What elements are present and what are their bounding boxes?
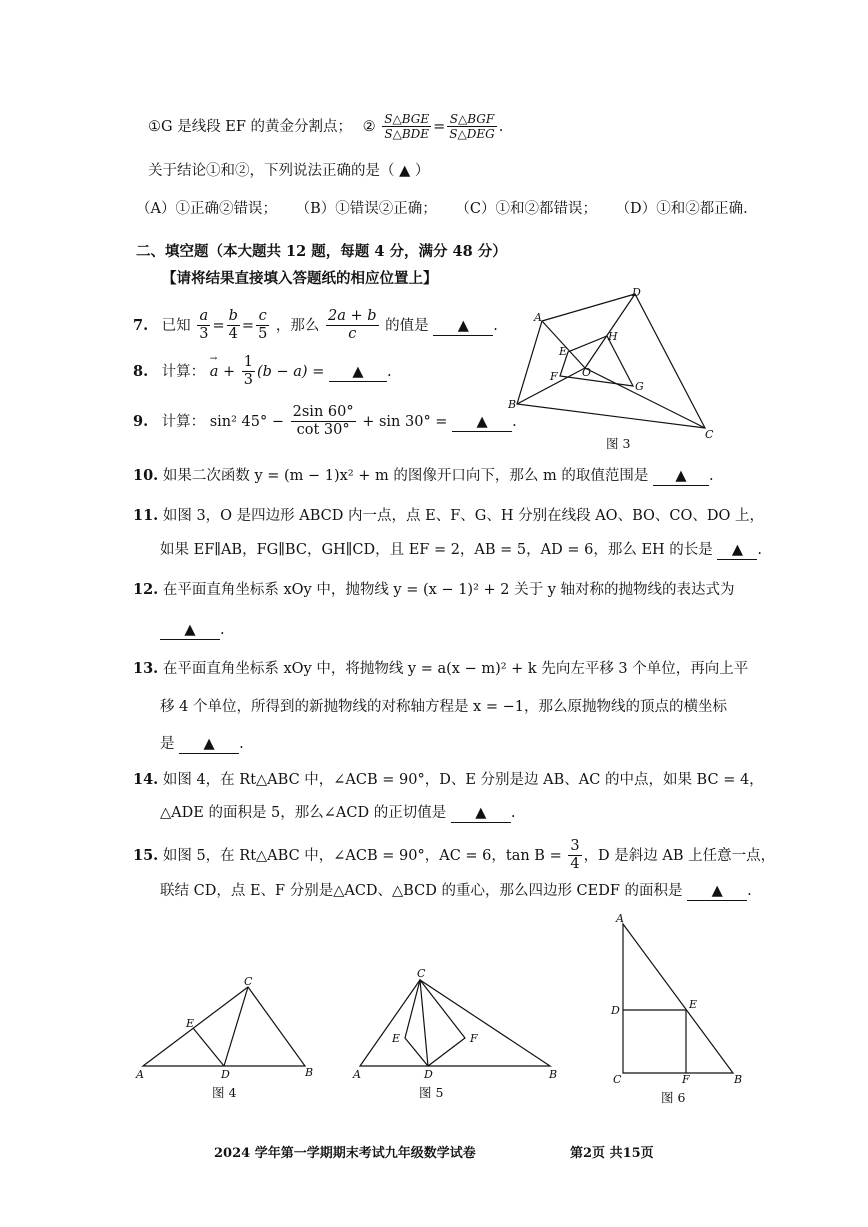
label-o: O <box>582 366 592 379</box>
figure-4 <box>133 972 318 1082</box>
label-a: A <box>353 1068 361 1078</box>
question-7: 7. 已知 $\frac{a}{3}$ = $\frac{b}{4}$ = $\frac{c}{5}$ ，那么 $\frac{2a + b}{c}$ 的值是 ▲ . <box>133 308 498 343</box>
label-e: E <box>392 1032 401 1045</box>
question-15-line-2: 联结 CD，点 E、F 分别是△ACD、△BCD 的重心，那么四边形 CEDF 的面积是 ▲ . <box>160 882 752 901</box>
segment-cd <box>224 987 248 1066</box>
q6-conclusion-1: ①G 是线段 EF 的黄金分割点； <box>148 118 353 135</box>
question-number: 13. <box>133 660 159 677</box>
label-c: C <box>705 428 714 441</box>
answer-blank[interactable]: ▲ <box>433 317 493 336</box>
question-8: 8. 计算： → a + $\frac{1}{3}$ (b − a) = ▲ . <box>133 354 392 390</box>
question-15: 15. 如图 5，在 Rt△ABC 中，∠ACB = 90°，AC = 6，tan B = $\frac{3}{4}$ ，D 是斜边 AB 上任意一点， <box>133 838 776 873</box>
q6-prompt: 关于结论①和②，下列说法正确的是（ ▲ ） <box>148 163 430 179</box>
label-b: B <box>734 1073 743 1085</box>
label-h: H <box>608 330 618 343</box>
figure-3 <box>505 288 725 448</box>
question-13: 13. 在平面直角坐标系 xOy 中，将抛物线 y = a(x − m)² + k 先向左平移 3 个单位，再向上平 <box>133 660 749 677</box>
fraction-a3: $\frac{a}{3}$ <box>199 308 209 343</box>
label-e: E <box>559 345 568 358</box>
question-11: 11. 如图 3，O 是四边形 ABCD 内一点，点 E、F、G、H 分别在线段 AO、BO、CO、DO 上， <box>133 507 764 524</box>
question-14: 14. 如图 4，在 Rt△ABC 中，∠ACB = 90°，D、E 分别是边 AB、AC 的中点，如果 BC = 4， <box>133 771 764 788</box>
fraction-tan: $\frac{3}{4}$ <box>570 838 580 873</box>
label-e: E <box>689 998 698 1011</box>
figure-5 <box>350 968 560 1078</box>
label-c: C <box>613 1073 622 1085</box>
fraction-one-third: $\frac{1}{3}$ <box>243 354 253 389</box>
question-number: 14. <box>133 771 159 788</box>
label-b: B <box>508 398 517 411</box>
label-b: B <box>305 1066 314 1079</box>
q6-options <box>136 200 748 218</box>
q6-option-b[interactable]: （B）①错误②正确； <box>295 201 437 217</box>
section-instruction: 【请将结果直接填入答题纸的相应位置上】 <box>162 270 438 287</box>
question-13-line-3: 是 ▲ . <box>160 735 244 754</box>
figure-3-caption: 图 3 <box>606 436 631 451</box>
label-f: F <box>470 1032 478 1045</box>
figure-6-caption: 图 6 <box>661 1090 686 1105</box>
q6-option-d[interactable]: （D）①和②都正确. <box>615 201 748 217</box>
question-9: 9. 计算： sin² 45° − $\frac{2\sin 60^\circ}{\cot 30^\circ}$ + sin 30° = ▲ . <box>133 404 517 439</box>
label-f: F <box>682 1073 690 1085</box>
question-12-line-2: ▲ . <box>160 621 225 640</box>
figure-4-caption: 图 4 <box>212 1085 237 1100</box>
quadrilateral-efgh <box>560 336 633 386</box>
label-c: C <box>417 968 426 980</box>
fraction-trig: $\frac{2\sin 60^\circ}{\cot 30^\circ}$ <box>292 404 354 439</box>
answer-blank[interactable]: ▲ <box>179 735 239 754</box>
figure-6 <box>605 910 755 1085</box>
answer-blank[interactable]: ▲ <box>329 363 387 382</box>
label-f: F <box>550 370 558 383</box>
q6-fraction-right: $\frac{\text{S△BGF}}{\text{S△DEG}}$ <box>449 112 495 142</box>
label-c: C <box>244 975 253 988</box>
question-11-line-2: 如果 EF∥AB，FG∥BC，GH∥CD，且 EF = 2，AB = 5，AD = 6，那么 EH 的长是 ▲ . <box>160 541 762 560</box>
label-a: A <box>616 912 624 925</box>
footer-page-number: 第2页 共15页 <box>570 1146 654 1161</box>
q6-conclusion-2-label: ② <box>362 118 376 135</box>
answer-blank[interactable]: ▲ <box>452 413 512 432</box>
segment-cd <box>420 980 428 1066</box>
question-10: 10. 如果二次函数 y = (m − 1)x² + m 的图像开口向下，那么 m 的取值范围是 ▲ . <box>133 467 714 486</box>
label-d: D <box>221 1068 230 1081</box>
quadrilateral-cedf <box>405 980 465 1066</box>
question-number: 8. <box>133 362 149 380</box>
segment-co <box>585 368 705 428</box>
label-a: A <box>136 1068 144 1081</box>
answer-blank[interactable]: ▲ <box>653 467 709 486</box>
question-number: 12. <box>133 581 159 598</box>
label-e: E <box>186 1017 195 1030</box>
q6-option-a[interactable]: （A）①正确②错误； <box>136 201 277 217</box>
quadrilateral-abcd <box>517 294 705 428</box>
answer-blank[interactable]: ▲ <box>160 621 220 640</box>
section-title: 二、填空题（本大题共 12 题，每题 4 分，满分 48 分） <box>136 243 507 260</box>
figure-5-caption: 图 5 <box>419 1085 444 1100</box>
answer-blank[interactable]: ▲ <box>687 882 747 901</box>
question-number: 15. <box>133 846 159 864</box>
fraction-c5: $\frac{c}{5}$ <box>258 308 268 343</box>
answer-blank[interactable]: ▲ <box>717 541 757 560</box>
q6-option-c[interactable]: （C）①和②都错误； <box>455 201 597 217</box>
segment-de <box>193 1028 224 1066</box>
q6-fraction-left: $\frac{\text{S△BGE}}{\text{S△BDE}}$ <box>384 112 430 142</box>
label-d: D <box>632 288 641 299</box>
question-number: 9. <box>133 412 149 430</box>
footer-title: 2024 学年第一学期期末考试九年级数学试卷 <box>214 1146 476 1161</box>
question-number: 10. <box>133 467 159 484</box>
question-14-line-2: △ADE 的面积是 5，那么∠ACD 的正切值是 ▲ . <box>160 804 515 823</box>
label-d: D <box>611 1004 620 1017</box>
triangle-abc <box>360 980 550 1066</box>
question-12: 12. 在平面直角坐标系 xOy 中，抛物线 y = (x − 1)² + 2 关于 y 轴对称的抛物线的表达式为 <box>133 581 735 598</box>
label-d: D <box>424 1068 433 1078</box>
q6-conclusions: ①G 是线段 EF 的黄金分割点； ② $\frac{\text{S△BGE}}{\text{S△BDE}}$ = $\frac{\text{S△BGF}}{\text{S△DEG}}$ . <box>148 112 504 142</box>
triangle-abc <box>143 987 305 1066</box>
label-b: B <box>549 1068 558 1078</box>
question-number: 11. <box>133 507 159 524</box>
triangle-acb <box>623 924 733 1073</box>
question-number: 7. <box>133 316 149 334</box>
question-13-line-2: 移 4 个单位，所得到的新抛物线的对称轴方程是 x = −1，那么原抛物线的顶点的横坐标 <box>160 699 727 715</box>
fraction-expression: $\frac{2a + b}{c}$ <box>328 308 377 343</box>
label-g: G <box>635 380 644 393</box>
label-a: A <box>534 311 542 324</box>
answer-blank[interactable]: ▲ <box>451 804 511 823</box>
fraction-b4: $\frac{b}{4}$ <box>228 308 238 343</box>
